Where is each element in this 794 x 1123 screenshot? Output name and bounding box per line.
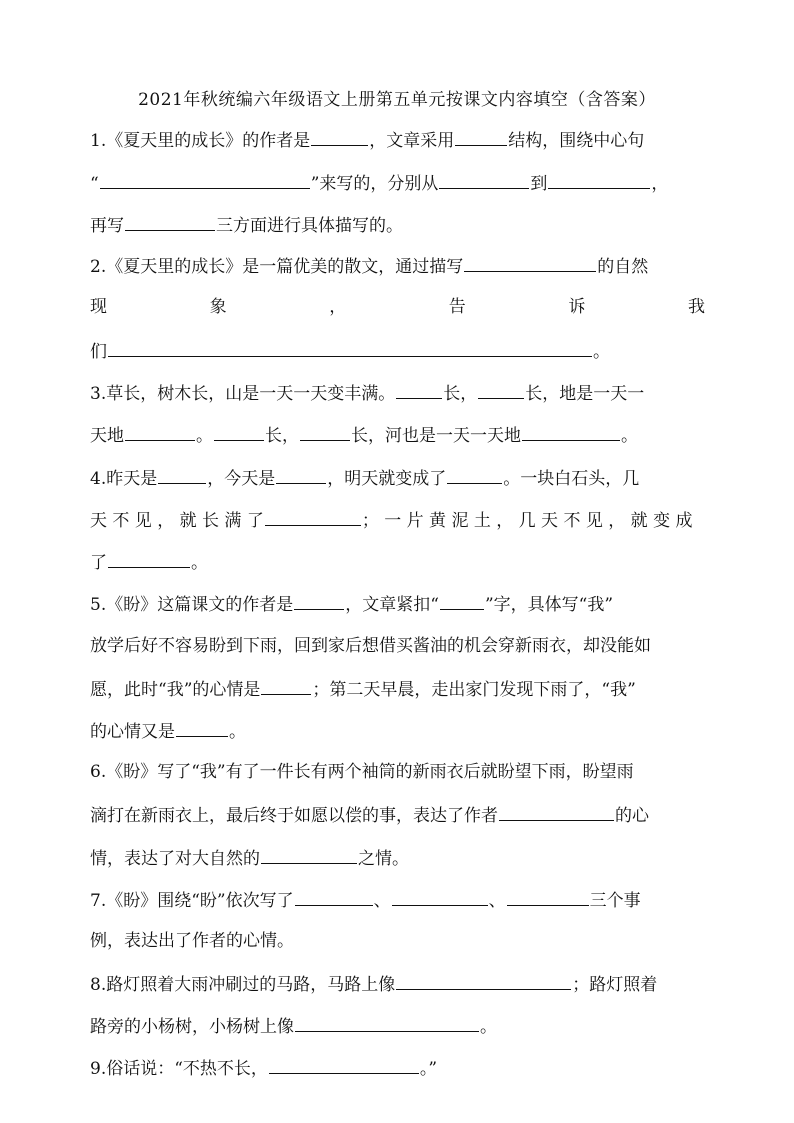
answer-blank[interactable] xyxy=(261,845,357,864)
question-8-line-1: 8.路灯照着大雨冲刷过的马路，马路上像 ；路灯照着 xyxy=(90,971,705,997)
question-9-line-1: 9.俗话说：“不热不长， 。” xyxy=(90,1055,705,1081)
answer-blank[interactable] xyxy=(125,212,215,231)
answer-blank[interactable] xyxy=(100,170,310,189)
question-2-line-3: 们 。 xyxy=(90,338,705,364)
question-4-line-3: 了 。 xyxy=(90,549,705,575)
answer-blank[interactable] xyxy=(108,338,592,357)
answer-blank[interactable] xyxy=(214,422,264,441)
answer-blank[interactable] xyxy=(392,887,488,906)
answer-blank[interactable] xyxy=(125,422,195,441)
answer-blank[interactable] xyxy=(294,591,344,610)
answer-blank[interactable] xyxy=(522,422,620,441)
question-5-line-3: 愿，此时“我”的心情是 ；第二天早晨，走出家门发现下雨了，“我” xyxy=(90,676,705,702)
question-6-line-1: 6.《盼》写了“我”有了一件长有两个袖筒的新雨衣后就盼望下雨，盼望雨 xyxy=(90,762,634,782)
answer-blank[interactable] xyxy=(108,549,190,568)
question-4-line-1: 4.昨天是 ，今天是 ，明天就变成了 。一块白石头，几 xyxy=(90,465,705,491)
answer-blank[interactable] xyxy=(455,127,507,146)
question-8-line-2: 路旁的小杨树，小杨树上像 。 xyxy=(90,1013,705,1039)
question-3-line-1: 3.草长，树木长，山是一天一天变丰满。 长， 长，地是一天一 xyxy=(90,380,705,406)
answer-blank[interactable] xyxy=(300,422,350,441)
question-3-line-2: 天地 。 长， 长，河也是一天一天地 。 xyxy=(90,422,705,448)
answer-blank[interactable] xyxy=(447,465,502,484)
question-7-line-2: 例，表达出了作者的心情。 xyxy=(90,931,294,951)
answer-blank[interactable] xyxy=(548,170,650,189)
question-1-line-3: 再写 三方面进行具体描写的。 xyxy=(90,212,705,238)
question-5-line-1: 5.《盼》这篇课文的作者是 ，文章紧扣“ ”字，具体写“我” xyxy=(90,591,705,617)
question-5-line-2: 放学后好不容易盼到下雨，回到家后想借买酱油的机会穿新雨衣，却没能如 xyxy=(90,636,651,656)
answer-blank[interactable] xyxy=(176,718,228,737)
answer-blank[interactable] xyxy=(158,465,206,484)
answer-blank[interactable] xyxy=(269,1055,419,1074)
answer-blank[interactable] xyxy=(261,676,311,695)
question-7-line-1: 7.《盼》围绕“盼”依次写了 、 、 三个事 xyxy=(90,887,705,913)
answer-blank[interactable] xyxy=(265,507,361,526)
question-6-line-2: 滴打在新雨衣上，最后终于如愿以偿的事，表达了作者 的心 xyxy=(90,802,705,828)
page-title: 2021年秋统编六年级语文上册第五单元按课文内容填空（含答案） xyxy=(138,90,656,110)
answer-blank[interactable] xyxy=(276,465,326,484)
question-4-line-2: 天 不 见 ， 就 长 满 了 ； 一 片 黄 泥 土 ， 几 天 不 见 ， 就 变 成 xyxy=(90,507,705,533)
question-2-line-1: 2.《夏天里的成长》是一篇优美的散文，通过描写 的自然 xyxy=(90,253,705,279)
answer-blank[interactable] xyxy=(499,802,614,821)
answer-blank[interactable] xyxy=(396,971,571,990)
answer-blank[interactable] xyxy=(464,253,596,272)
answer-blank[interactable] xyxy=(478,380,524,399)
question-1-line-2: “ ”来写的，分别从 到 ， xyxy=(90,170,705,196)
question-1-line-1: 1.《夏天里的成长》的作者是 ，文章采用 结构，围绕中心句 xyxy=(90,127,705,153)
answer-blank[interactable] xyxy=(311,127,368,146)
answer-blank[interactable] xyxy=(295,1013,479,1032)
answer-blank[interactable] xyxy=(440,591,484,610)
answer-blank[interactable] xyxy=(295,887,373,906)
answer-blank[interactable] xyxy=(507,887,589,906)
question-5-line-4: 的心情又是 。 xyxy=(90,718,705,744)
question-2-line-2: 现 象 ， 告 诉 我 xyxy=(90,297,705,317)
answer-blank[interactable] xyxy=(396,380,442,399)
question-6-line-3: 情，表达了对大自然的 之情。 xyxy=(90,845,705,871)
answer-blank[interactable] xyxy=(439,170,529,189)
